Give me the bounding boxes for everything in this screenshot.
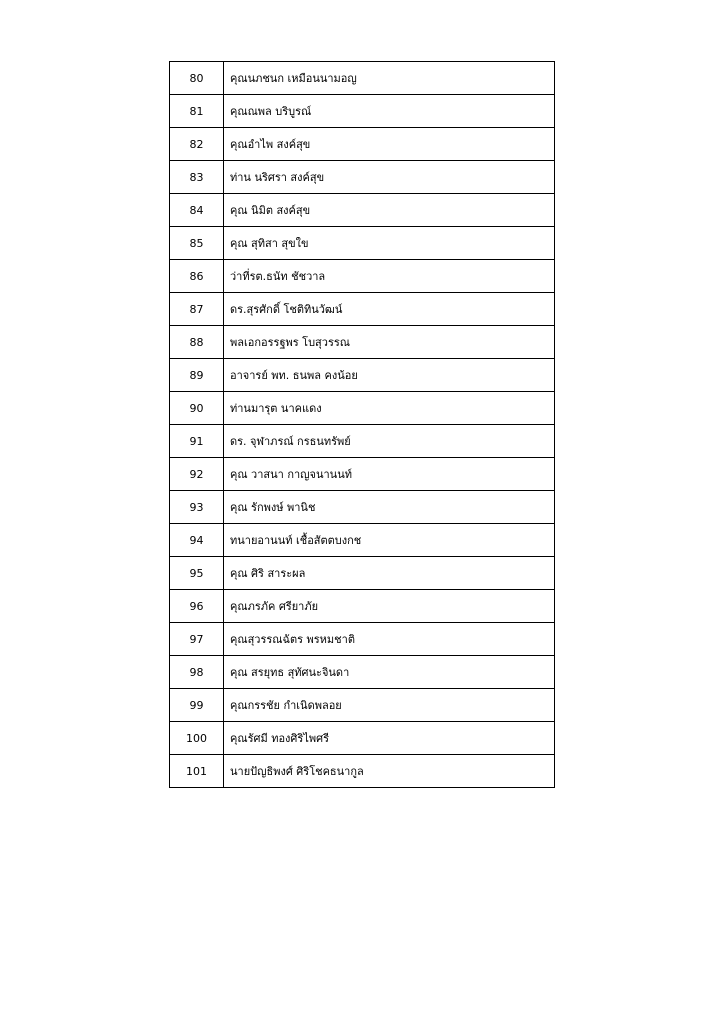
- row-name: ทนายอานนท์ เชื้อสัตตบงกช: [224, 524, 555, 557]
- row-number: 89: [170, 359, 224, 392]
- row-name: คุณ ศิริ สาระผล: [224, 557, 555, 590]
- row-name: ท่านมารุต นาคแดง: [224, 392, 555, 425]
- row-number: 100: [170, 722, 224, 755]
- table-row: [170, 392, 555, 425]
- table-row: [170, 458, 555, 491]
- table-row: [170, 128, 555, 161]
- row-name: คุณ รักพงษ์ พานิช: [224, 491, 555, 524]
- name-list-table: [169, 61, 555, 788]
- table-row: [170, 491, 555, 524]
- row-number: 99: [170, 689, 224, 722]
- row-name: คุณ นิมิต สงค์สุข: [224, 194, 555, 227]
- table-row: [170, 260, 555, 293]
- row-number: 96: [170, 590, 224, 623]
- row-number: 85: [170, 227, 224, 260]
- row-number: 87: [170, 293, 224, 326]
- table-row: [170, 524, 555, 557]
- table-row: [170, 557, 555, 590]
- table-row: [170, 161, 555, 194]
- row-number: 80: [170, 62, 224, 95]
- row-name: นายปัญธิพงศ์ ศิริโชคธนากูล: [224, 755, 555, 788]
- row-name: ดร. จุฬาภรณ์ กรธนทรัพย์: [224, 425, 555, 458]
- row-name: ว่าที่รต.ธนัท ชัชวาล: [224, 260, 555, 293]
- table-row: [170, 590, 555, 623]
- row-number: 86: [170, 260, 224, 293]
- table-row: [170, 689, 555, 722]
- row-number: 84: [170, 194, 224, 227]
- row-name: คุณอำไพ สงค์สุข: [224, 128, 555, 161]
- row-name: ดร.สุรศักดิ์ โชติทินวัฒน์: [224, 293, 555, 326]
- row-name: ท่าน นริศรา สงค์สุข: [224, 161, 555, 194]
- table-row: [170, 62, 555, 95]
- row-number: 83: [170, 161, 224, 194]
- table-row: [170, 755, 555, 788]
- row-name: คุณกรรชัย กำเนิดพลอย: [224, 689, 555, 722]
- row-name: อาจารย์ พท. ธนพล คงน้อย: [224, 359, 555, 392]
- name-list-body: [170, 62, 555, 788]
- row-name: คุณณพล บริบูรณ์: [224, 95, 555, 128]
- table-row: [170, 656, 555, 689]
- row-number: 82: [170, 128, 224, 161]
- row-name: พลเอกอรรฐพร โบสุวรรณ: [224, 326, 555, 359]
- table-row: [170, 194, 555, 227]
- row-number: 88: [170, 326, 224, 359]
- row-number: 94: [170, 524, 224, 557]
- row-number: 92: [170, 458, 224, 491]
- row-name: คุณนภชนก เหมือนนามอญ: [224, 62, 555, 95]
- row-name: คุณ วาสนา กาญจนานนท์: [224, 458, 555, 491]
- table-row: [170, 425, 555, 458]
- row-number: 81: [170, 95, 224, 128]
- table-row: [170, 95, 555, 128]
- row-number: 93: [170, 491, 224, 524]
- row-name: คุณรัศมี ทองศิริไพศรี: [224, 722, 555, 755]
- row-number: 95: [170, 557, 224, 590]
- row-number: 98: [170, 656, 224, 689]
- row-name: คุณ สุทิสา สุขใข: [224, 227, 555, 260]
- row-number: 90: [170, 392, 224, 425]
- row-number: 97: [170, 623, 224, 656]
- table-row: [170, 227, 555, 260]
- row-number: 91: [170, 425, 224, 458]
- row-name: คุณสุวรรณฉัตร พรหมชาติ: [224, 623, 555, 656]
- row-name: คุณภรภัค ศรียาภัย: [224, 590, 555, 623]
- table-row: [170, 359, 555, 392]
- table-row: [170, 326, 555, 359]
- table-row: [170, 293, 555, 326]
- row-name: คุณ สรยุทธ สุทัศนะจินดา: [224, 656, 555, 689]
- table-row: [170, 722, 555, 755]
- row-number: 101: [170, 755, 224, 788]
- table-row: [170, 623, 555, 656]
